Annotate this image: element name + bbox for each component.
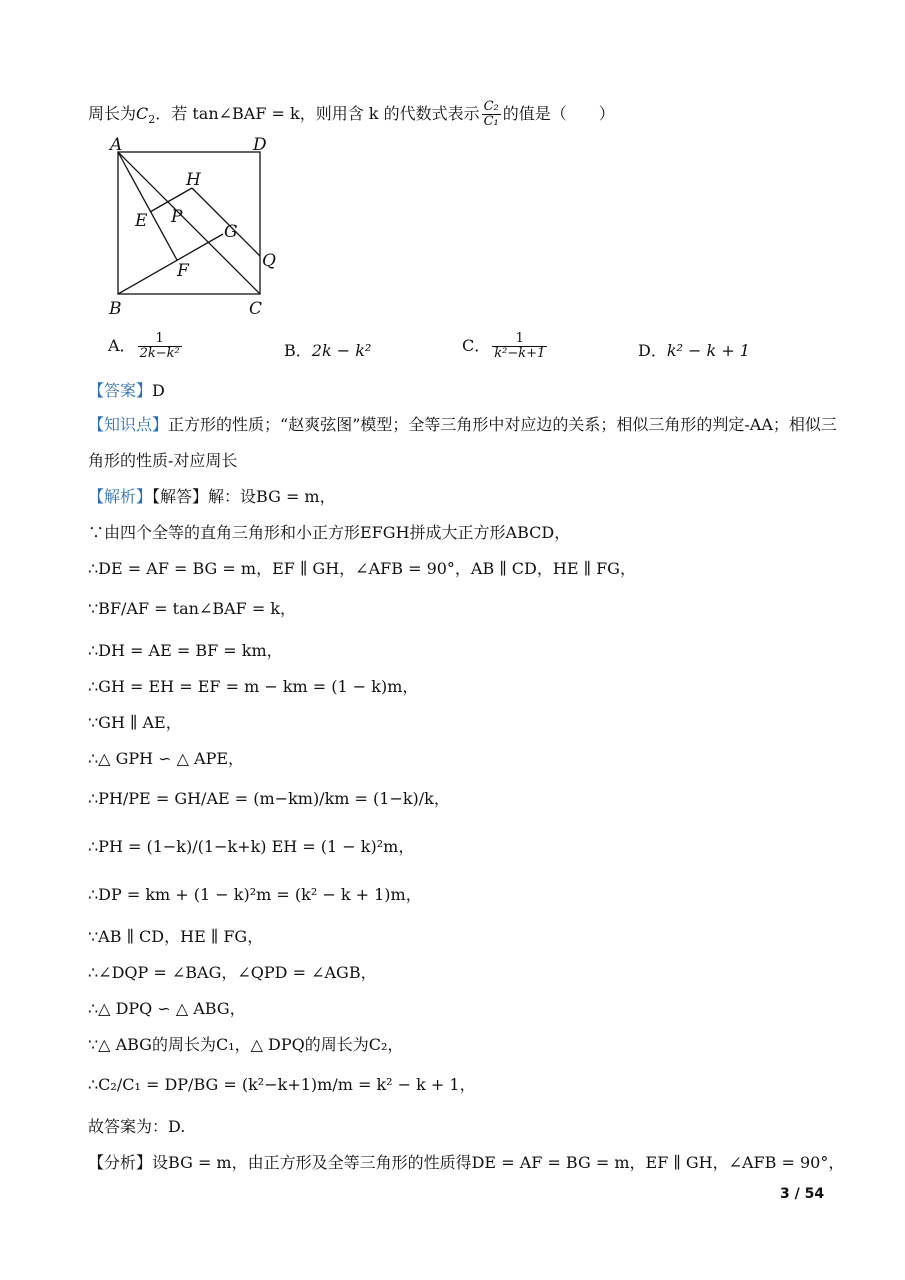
- label-e: E: [135, 211, 148, 231]
- solution-step: ∴PH/PE = GH/AE = (m−km)/km = (1−k)/k，: [88, 789, 450, 808]
- label-q: Q: [262, 251, 276, 271]
- solution-step: ∴△ GPH ∽ △ APE，: [88, 749, 245, 768]
- answer-tag: 【答案】: [88, 381, 153, 400]
- solution-step: 故答案为：D.: [88, 1117, 186, 1136]
- knowledge-line-2: [88, 450, 237, 472]
- analysis-text: 设BG = m，由正方形及全等三角形的性质得DE = AF = BG = m，EF ∥ GH，∠AFB = 90°，: [152, 1153, 845, 1172]
- solution-step: ∴GH = EH = EF = m − km = (1 − k)m，: [88, 677, 419, 696]
- knowledge-text-1: 正方形的性质；“赵爽弦图”模型；全等三角形中对应边的关系；相似三角形的判定-AA；相似三: [168, 415, 837, 434]
- c2-symbol: C: [136, 104, 149, 123]
- label-b: B: [109, 299, 122, 319]
- solution-step: ∴PH = (1−k)/(1−k+k) EH = (1 − k)²m，: [88, 837, 415, 856]
- solution-step: ∴DE = AF = BG = m，EF ∥ GH，∠AFB = 90°，AB ∥ CD，HE ∥ FG，: [88, 559, 636, 578]
- solution-step: ∵△ ABG的周长为C₁，△ DPQ的周长为C₂，: [88, 1035, 404, 1054]
- label-c: C: [249, 299, 263, 319]
- option-c-num: 1: [492, 332, 547, 347]
- option-c-fraction: [492, 332, 547, 361]
- option-b-label: B．: [284, 341, 312, 360]
- label-h: H: [186, 170, 201, 190]
- analysis-line: [88, 1152, 844, 1174]
- label-f: F: [177, 261, 189, 281]
- option-d-label: D．: [638, 341, 667, 360]
- label-p: P: [171, 207, 183, 227]
- option-c-label: C．: [462, 336, 491, 355]
- fraction-numerator: C₂: [483, 99, 499, 114]
- label-d: D: [253, 135, 267, 155]
- option-c: [462, 332, 549, 361]
- solution-step: ∴C₂/C₁ = DP/BG = (k²−k+1)m/m = k² − k + 1，: [88, 1075, 476, 1094]
- option-b: [284, 338, 371, 361]
- analysis-tag: 【分析】: [88, 1153, 153, 1172]
- solution-step: ∴DH = AE = BF = km，: [88, 641, 283, 660]
- option-a-fraction: [138, 332, 182, 361]
- option-d-value: k² − k + 1: [666, 341, 750, 360]
- answer-line: [88, 380, 165, 402]
- question-fraction: [482, 100, 501, 129]
- c2-subscript: 2: [148, 113, 156, 127]
- knowledge-tag: 【知识点】: [88, 415, 169, 434]
- page-number: 3 / 54: [780, 1186, 825, 1202]
- zhao-shuang-diagram: [100, 132, 300, 322]
- question-suffix: 的值是（ ）: [502, 104, 615, 123]
- solution-step: ∴△ DPQ ∽ △ ABG，: [88, 999, 246, 1018]
- fraction-denominator: C₁: [483, 114, 499, 129]
- solution-step: ∴DP = km + (1 − k)²m = (k² − k + 1)m，: [88, 885, 422, 904]
- option-c-den: k²−k+1: [494, 346, 546, 361]
- option-d: [638, 338, 750, 361]
- option-a: [108, 332, 184, 361]
- question-line: [88, 100, 615, 131]
- question-prefix: 周长为: [88, 104, 137, 123]
- option-b-value: 2k − k²: [311, 341, 372, 360]
- solution-tag: 【解析】: [88, 487, 153, 506]
- knowledge-line-1: [88, 414, 837, 436]
- solution-step: ∵BF/AF = tan∠BAF = k，: [88, 599, 297, 618]
- solution-intro: [88, 486, 336, 508]
- option-a-den: 2k−k²: [139, 346, 180, 361]
- answer-value: D: [152, 381, 165, 400]
- line-a-f: [118, 152, 177, 260]
- solution-step: ∵AB ∥ CD，HE ∥ FG，: [88, 927, 264, 946]
- solution-step: ∵GH ∥ AE，: [88, 713, 182, 732]
- option-a-label: A．: [108, 336, 136, 355]
- knowledge-text-2: 角形的性质-对应周长: [88, 451, 238, 470]
- question-mid: ．若 tan∠BAF = k，则用含 k 的代数式表示: [155, 104, 480, 123]
- option-a-num: 1: [138, 332, 182, 347]
- solution-intro-text: 【解答】解：设BG = m，: [152, 487, 336, 506]
- solution-step: ∴∠DQP = ∠BAG，∠QPD = ∠AGB，: [88, 963, 377, 982]
- label-a: A: [110, 135, 123, 155]
- label-g: G: [224, 222, 238, 242]
- solution-step: ∵由四个全等的直角三角形和小正方形EFGH拼成大正方形ABCD，: [88, 523, 571, 542]
- line-b-g: [118, 234, 223, 294]
